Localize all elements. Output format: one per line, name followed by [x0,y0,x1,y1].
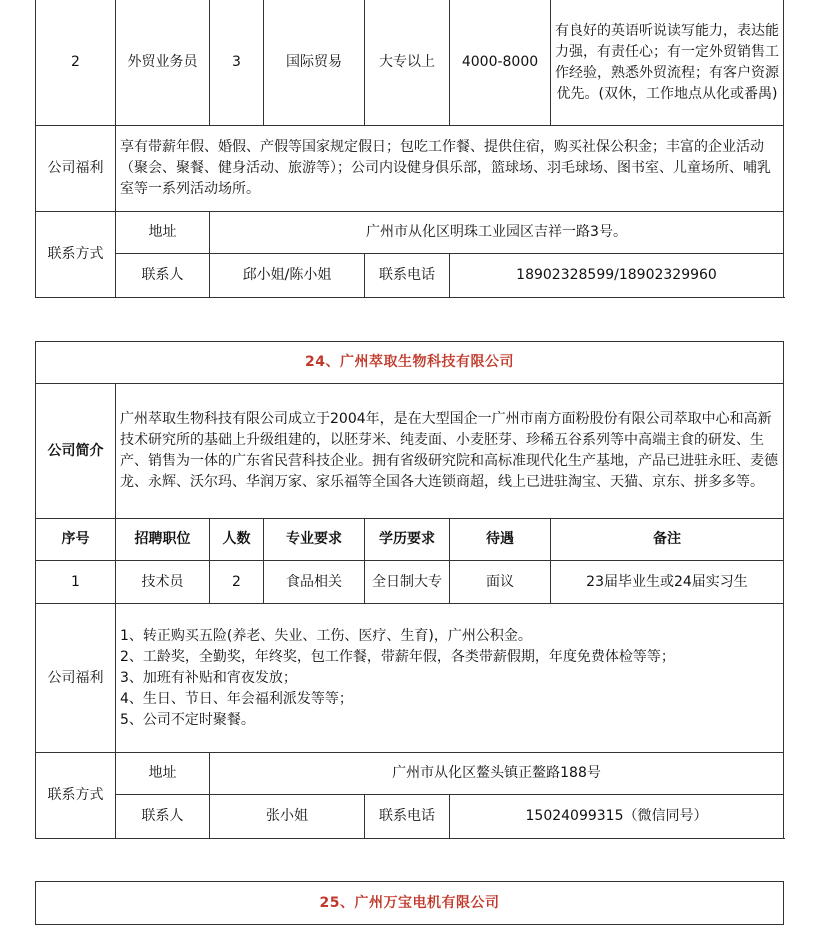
company-title: 24、广州萃取生物科技有限公司 [36,342,784,384]
benefits-label: 公司福利 [36,604,116,753]
phone-label: 联系电话 [365,254,450,298]
job-remarks: 23届毕业生或24届实习生 [551,561,784,604]
job-row [36,561,784,604]
header-count: 人数 [210,519,264,561]
company-25-table [35,881,784,925]
benefits-text: 1、转正购买五险(养老、失业、工伤、医疗、生育)，广州公积金。 2、工龄奖，全勤奖，年终奖，包工作餐，带薪年假，各类带薪假期，年度免费体检等等； 3、加班有补贴和宵夜发放； 4、生日、节日、年会福利派发等等； 5、公司不定时聚餐。 [116,604,784,753]
job-count: 3 [210,0,264,126]
company-title-row [36,882,784,925]
address-label: 地址 [116,753,210,795]
job-row [36,0,784,126]
address-row [36,753,784,795]
header-row [36,519,784,561]
job-position: 外贸业务员 [116,0,210,126]
job-number: 2 [36,0,116,126]
job-remarks: 有良好的英语听说读写能力，表达能力强，有责任心；有一定外贸销售工作经验，熟悉外贸流程；有客户资源优先。(双休，工作地点从化或番禺) [551,0,784,126]
intro-row [36,384,784,519]
intro-label: 公司简介 [36,384,116,519]
phone-text: 18902328599/18902329960 [450,254,784,298]
header-number: 序号 [36,519,116,561]
job-education: 全日制大专 [365,561,450,604]
intro-text: 广州萃取生物科技有限公司成立于2004年，是在大型国企一广州市南方面粉股份有限公司萃取中心和高新技术研究所的基础上升级组建的，以胚芽米、纯麦面、小麦胚芽、珍稀五谷系列等中高端主食的研发、生产、销售为一体的广东省民营科技企业。拥有省级研究院和高标准现代化生产基地，产品已进驻永旺、麦德龙、永辉、沃尔玛、华润万家、家乐福等全国各大连锁商超，线上已进驻淘宝、天猫、京东、拼多多等。 [116,384,784,519]
company-23-table [35,0,784,298]
header-education: 学历要求 [365,519,450,561]
job-salary: 4000-8000 [450,0,551,126]
person-text: 邱小姐/陈小姐 [210,254,365,298]
header-major: 专业要求 [264,519,365,561]
contact-label: 联系方式 [36,753,116,839]
job-major: 国际贸易 [264,0,365,126]
benefits-row [36,604,784,753]
benefits-row [36,126,784,212]
address-text: 广州市从化区鳌头镇正鳌路188号 [210,753,784,795]
address-row [36,212,784,254]
address-label: 地址 [116,212,210,254]
contact-person-row [36,795,784,839]
header-salary: 待遇 [450,519,551,561]
phone-text: 15024099315（微信同号） [450,795,784,839]
address-text: 广州市从化区明珠工业园区吉祥一路3号。 [210,212,784,254]
job-major: 食品相关 [264,561,365,604]
job-position: 技术员 [116,561,210,604]
company-title-row [36,342,784,384]
person-label: 联系人 [116,795,210,839]
company-24-table [35,341,784,839]
phone-label: 联系电话 [365,795,450,839]
person-label: 联系人 [116,254,210,298]
job-salary: 面议 [450,561,551,604]
benefits-text: 享有带薪年假、婚假、产假等国家规定假日；包吃工作餐、提供住宿，购买社保公积金；丰富的企业活动（聚会、聚餐、健身活动、旅游等）；公司内设健身俱乐部，篮球场、羽毛球场、图书室、儿童场所、哺乳室等一系列活动场所。 [116,126,784,212]
job-count: 2 [210,561,264,604]
header-position: 招聘职位 [116,519,210,561]
job-number: 1 [36,561,116,604]
contact-person-row [36,254,784,298]
company-title: 25、广州万宝电机有限公司 [36,882,784,925]
benefits-label: 公司福利 [36,126,116,212]
job-education: 大专以上 [365,0,450,126]
header-remarks: 备注 [551,519,784,561]
contact-label: 联系方式 [36,212,116,298]
person-text: 张小姐 [210,795,365,839]
